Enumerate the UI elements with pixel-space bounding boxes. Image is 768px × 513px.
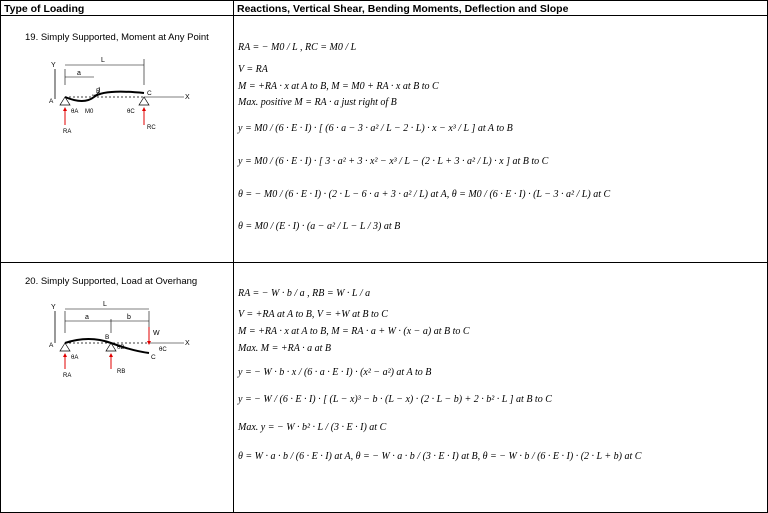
row19-eq-slope-B: θ = M0 / (E · I) · (a − a² / L − L / 3) at B bbox=[238, 221, 401, 232]
y-axis-label: Y bbox=[51, 62, 56, 69]
row20-eq-deflection-BC: y = − W / (6 · E · I) · [ (L − x)³ − b · (L − x) · (2 · L − b) + 2 · b² · L ] at B to C bbox=[238, 394, 552, 405]
support-A bbox=[60, 343, 70, 351]
row20-beam-diagram bbox=[39, 297, 199, 383]
dim-L-label: L bbox=[101, 57, 105, 64]
header-divider bbox=[1, 15, 767, 16]
dim-b-label: b bbox=[127, 314, 131, 321]
row20-eq-slopes: θ = W · a · b / (6 · E · I) at A, θ = − W · a · b / (3 · E · I) at B, θ = − W · b / (6 · E · I) · (2 · L + b) at C bbox=[238, 451, 642, 462]
theta-A-label: θA bbox=[71, 109, 79, 115]
row19-eq-deflection-AB: y = M0 / (6 · E · I) · [ (6 · a − 3 · a² / L − 2 · L) · x − x³ / L ] at A to B bbox=[238, 123, 513, 134]
RC-label: RC bbox=[147, 125, 156, 131]
row20-eq-shear: V = +RA at A to B, V = +W at B to C bbox=[238, 309, 388, 320]
theta-C-label: θC bbox=[127, 109, 135, 115]
RA-label: RA bbox=[63, 129, 72, 135]
dim-L-label: L bbox=[103, 301, 107, 308]
x-axis-label: X bbox=[185, 340, 190, 347]
row20-title: 20. Simply Supported, Load at Overhang bbox=[25, 276, 198, 287]
theta-A-label: θA bbox=[71, 355, 79, 361]
x-axis-label: X bbox=[185, 94, 190, 101]
point-B-label: B bbox=[96, 88, 101, 95]
row19-eq-moment: M = +RA · x at A to B, M = M0 + RA · x at B to C bbox=[238, 81, 439, 92]
point-A-label: A bbox=[49, 342, 54, 349]
row19-eq-deflection-BC: y = M0 / (6 · E · I) · [ 3 · a² + 3 · x² − x³ / L − (2 · L + 3 · a² / L) · x ] at B to C bbox=[238, 156, 549, 167]
row19-eq-max-moment: Max. positive M = RA · a just right of B bbox=[238, 97, 397, 108]
point-B-label: B bbox=[105, 334, 110, 341]
row19-eq-slope-A-C: θ = − M0 / (6 · E · I) · (2 · L − 6 · a + 3 · a² / L) at A, θ = M0 / (6 · E · I) · (L − 3 · a² / L) at C bbox=[238, 189, 611, 200]
row19-eq-shear: V = RA bbox=[238, 64, 268, 75]
col1-header: Type of Loading bbox=[4, 3, 85, 15]
point-C-label: C bbox=[147, 90, 152, 97]
point-C-label: C bbox=[151, 354, 156, 361]
row20-eq-moment: M = +RA · x at A to B, M = RA · a + W · (x − a) at B to C bbox=[238, 326, 470, 337]
row20-eq-max-deflection: Max. y = − W · b² · L / (3 · E · I) at C bbox=[238, 422, 387, 433]
dim-a-label: a bbox=[77, 70, 81, 77]
y-axis-label: Y bbox=[51, 304, 56, 311]
dim-a-label: a bbox=[85, 314, 89, 321]
theta-B-label: θB bbox=[117, 345, 125, 351]
theta-C-label: θC bbox=[159, 347, 167, 353]
row20-eq-reactions: RA = − W · b / a , RB = W · L / a bbox=[238, 288, 371, 299]
point-A-label: A bbox=[49, 98, 54, 105]
RA-label: RA bbox=[63, 373, 72, 379]
row-divider bbox=[1, 262, 767, 263]
M0-label: M0 bbox=[85, 109, 94, 115]
row19-eq-reactions: RA = − M0 / L , RC = M0 / L bbox=[238, 42, 357, 53]
row20-eq-max-moment: Max. M = +RA · a at B bbox=[238, 343, 332, 354]
RB-label: RB bbox=[117, 369, 126, 375]
column-divider bbox=[233, 1, 234, 512]
deflected-beam bbox=[65, 92, 144, 101]
load-W-label: W bbox=[153, 330, 160, 337]
row19-title: 19. Simply Supported, Moment at Any Point bbox=[25, 32, 209, 43]
row19-beam-diagram bbox=[39, 53, 199, 145]
row20-eq-deflection-AB: y = − W · b · x / (6 · a · E · I) · (x² − a²) at A to B bbox=[238, 367, 432, 378]
support-C bbox=[139, 97, 149, 105]
col2-header: Reactions, Vertical Shear, Bending Moments, Deflection and Slope bbox=[237, 3, 569, 15]
